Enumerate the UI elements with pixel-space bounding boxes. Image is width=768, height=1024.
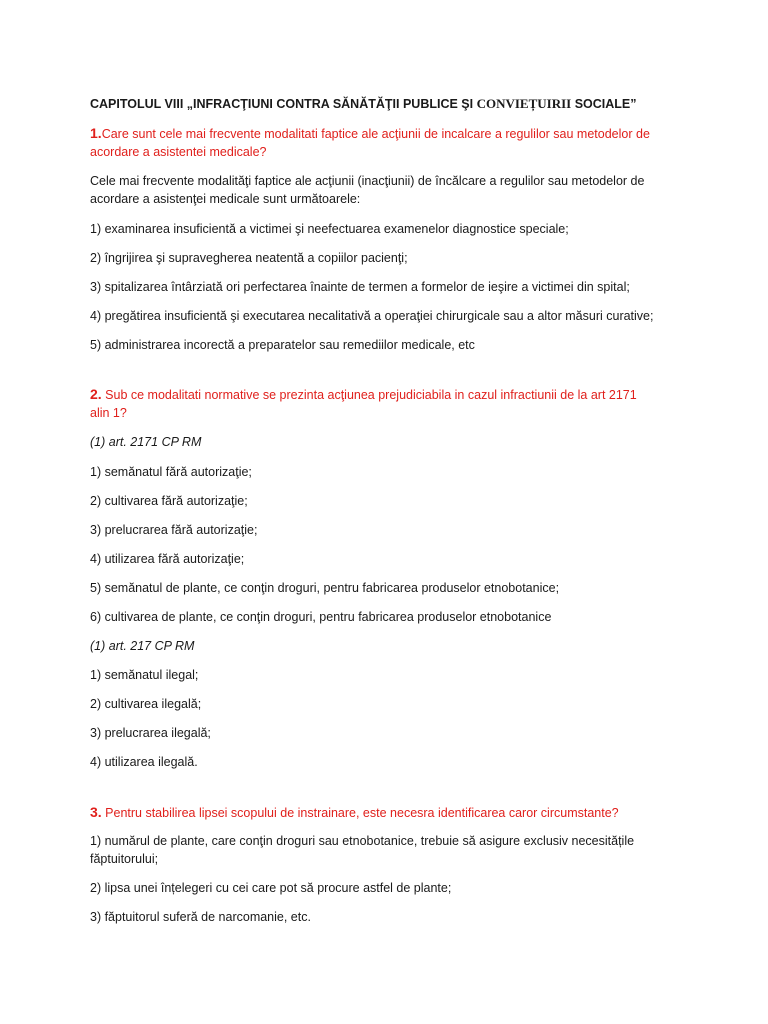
question-number: 1.	[90, 125, 102, 141]
list-item: 3) prelucrarea ilegală;	[90, 726, 211, 740]
list-item: 2) lipsa unei înțelegeri cu cei care pot să procure astfel de plante;	[90, 881, 452, 895]
list-item: 1) examinarea insuficientă a victimei şi neefectuarea examenelor diagnostice speciale;	[90, 222, 569, 236]
list-item: 2) cultivarea fără autorizaţie;	[90, 494, 248, 508]
answer-intro: Cele mai frecvente modalităţi faptice ale acţiunii (inacţiunii) de încălcare a regulilor sau metodelor de	[90, 174, 645, 188]
list-item: 5) semănatul de plante, ce conţin droguri, pentru fabricarea produselor etnobotanice;	[90, 581, 560, 595]
list-item: 5) administrarea incorectă a preparatelor sau remediilor medicale, etc	[90, 338, 475, 352]
question-text: Pentru stabilirea lipsei scopului de instrainare, este necesra identificarea caror circumstante?	[101, 806, 619, 820]
list-item: 3) prelucrarea fără autorizaţie;	[90, 523, 258, 537]
list-item: 2) cultivarea ilegală;	[90, 697, 202, 711]
question-text: Sub ce modalitati normative se prezinta acţiunea prejudiciabila in cazul infractiunii de la art 2171	[101, 388, 637, 402]
question-3	[90, 803, 619, 823]
list-item: 3) făptuitorul suferă de narcomanie, etc.	[90, 910, 311, 924]
list-item-continuation: făptuitorului;	[90, 852, 159, 866]
chapter-title	[90, 94, 637, 114]
question-1	[90, 124, 650, 144]
list-item: 4) utilizarea fără autorizaţie;	[90, 552, 245, 566]
title-serif-text: CONVIEȚUIRII	[476, 96, 572, 111]
question-number: 3.	[90, 804, 102, 820]
question-number: 2.	[90, 386, 102, 402]
question-2-line2: alin 1?	[90, 406, 127, 420]
article-subheading: (1) art. 2171 CP RM	[90, 435, 202, 449]
list-item: 3) spitalizarea întârziată ori perfectarea înainte de termen a formelor de ieşire a victimei din spital;	[90, 280, 630, 294]
list-item: 4) pregătirea insuficientă şi executarea necalitativă a operaţiei chirurgicale sau a altor măsuri curative;	[90, 309, 654, 323]
list-item: 1) semănatul ilegal;	[90, 668, 199, 682]
list-item: 4) utilizarea ilegală.	[90, 755, 198, 769]
question-1-line2: acordare a asistentei medicale?	[90, 145, 267, 159]
list-item: 1) semănatul fără autorizaţie;	[90, 465, 252, 479]
list-item: 2) îngrijirea şi supravegherea neatentă a copiilor pacienţi;	[90, 251, 408, 265]
question-text: Care sunt cele mai frecvente modalitati faptice ale acţiunii de incalcare a regulilor sau metodelor de	[101, 127, 650, 141]
answer-intro-line2: acordare a asistenţei medicale sunt următoarele:	[90, 192, 361, 206]
question-2	[90, 385, 637, 405]
list-item: 1) numărul de plante, care conţin droguri sau etnobotanice, trebuie să asigure exclusiv necesitățile	[90, 834, 635, 848]
list-item: 6) cultivarea de plante, ce conţin droguri, pentru fabricarea produselor etnobotanice	[90, 610, 552, 624]
title-text: CAPITOLUL VIII „INFRACŢIUNI CONTRA SĂNĂTĂŢII PUBLICE ŞI	[90, 97, 477, 111]
article-subheading: (1) art. 217 CP RM	[90, 639, 195, 653]
title-text-end: SOCIALE”	[571, 97, 637, 111]
